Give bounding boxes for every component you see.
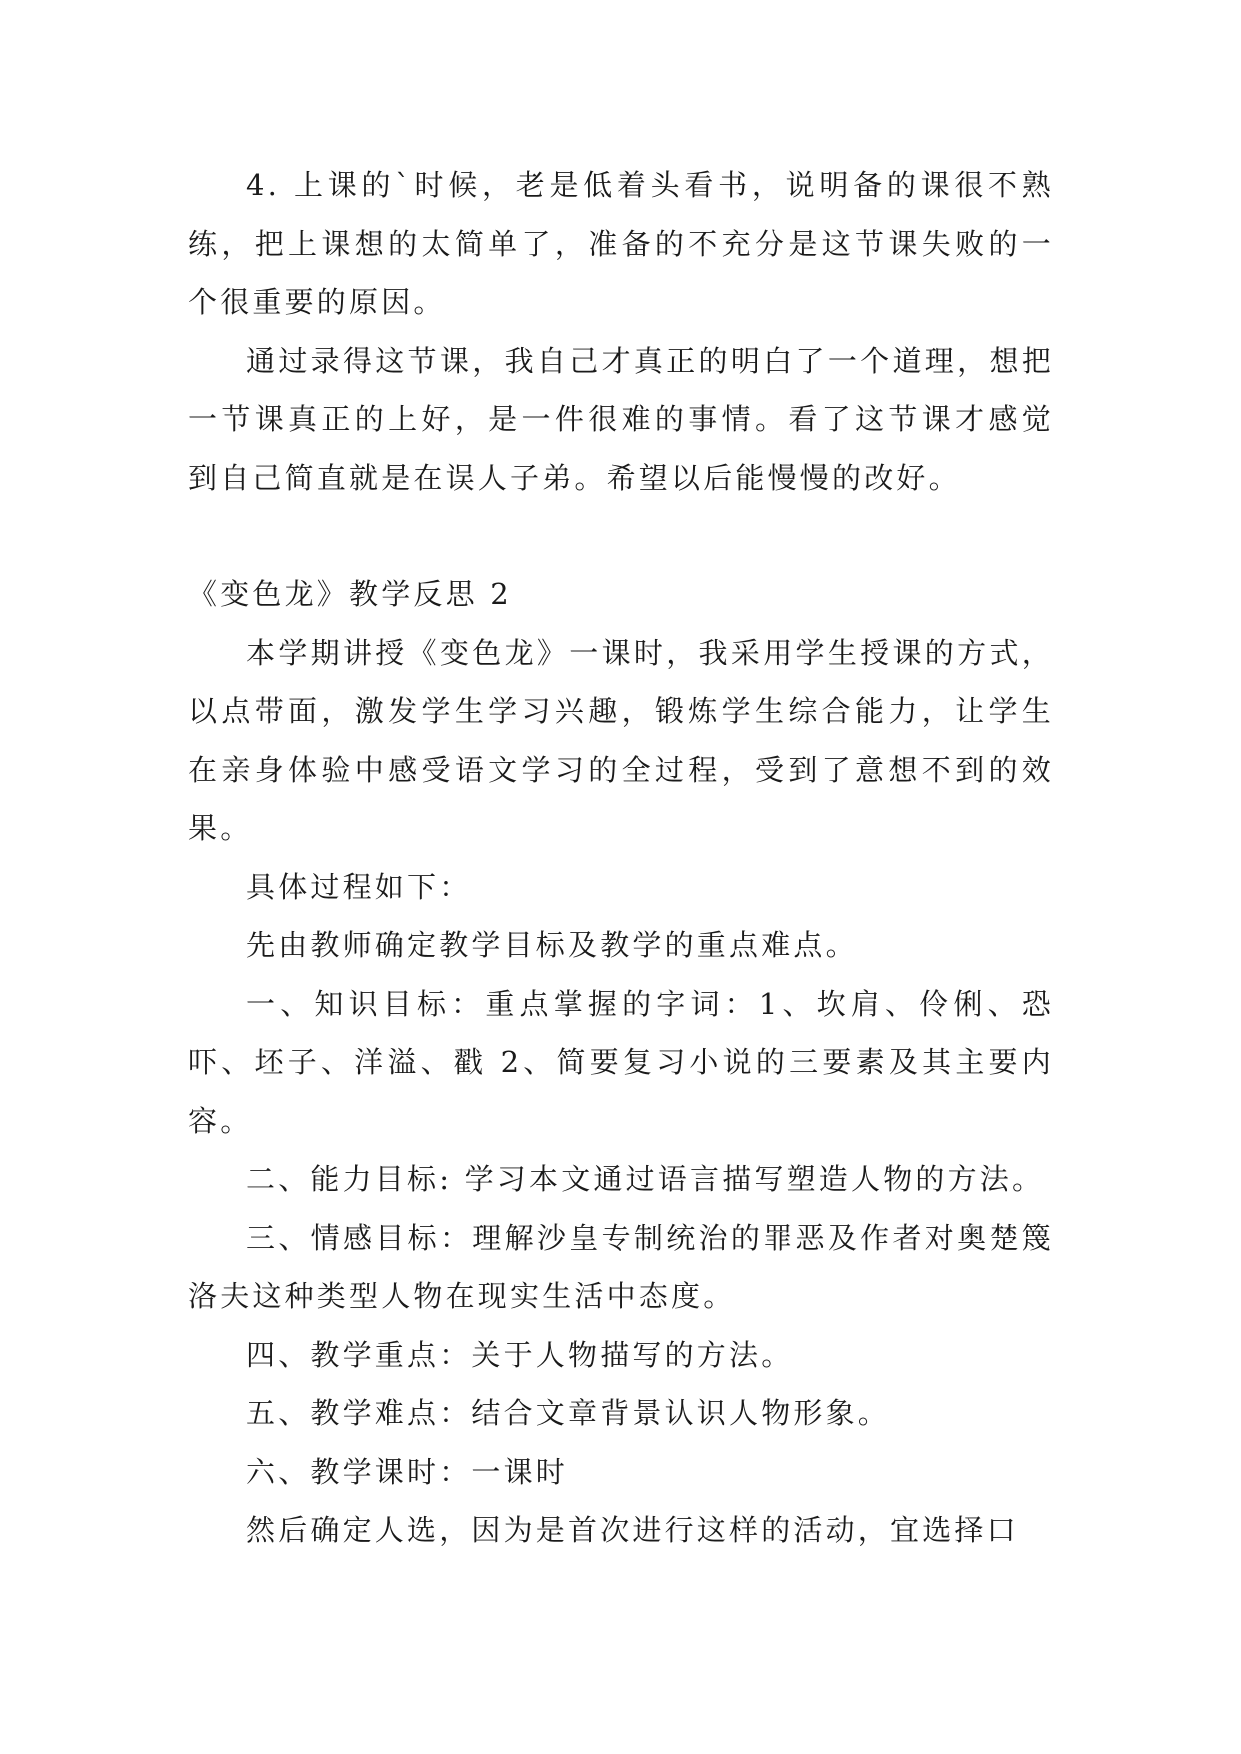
paragraph: 本学期讲授《变色龙》一课时，我采用学生授课的方式，以点带面，激发学生学习兴趣，锻炼学生综合能力，让学生在亲身体验中感受语文学习的全过程，受到了意想不到的效果。 <box>188 635 1054 845</box>
paragraph: 六、教学课时：一课时 <box>246 1454 569 1489</box>
paragraph: 一、知识目标：重点掌握的字词：1、坎肩、伶俐、恐吓、坯子、洋溢、戳 2、简要复习小说的三要素及其主要内容。 <box>188 986 1054 1138</box>
paragraph: 四、教学重点：关于人物描写的方法。 <box>246 1337 794 1372</box>
paragraph: 五、教学难点：结合文章背景认识人物形象。 <box>246 1396 891 1430</box>
paragraph: 具体过程如下： <box>246 869 472 904</box>
paragraph: 二、能力目标: 学习本文通过语言描写塑造人物的方法。 <box>246 1162 1045 1196</box>
document-body <box>188 156 1054 1560</box>
paragraph: 通过录得这节课，我自己才真正的明白了一个道理，想把一节课真正的上好，是一件很难的事情。看了这节课才感觉到自己简直就是在误人子弟。希望以后能慢慢的改好。 <box>188 343 1054 495</box>
section-title: 《变色龙》教学反思 2 <box>188 577 512 611</box>
paragraph: 先由教师确定教学目标及教学的重点难点。 <box>246 928 858 962</box>
paragraph: 4. 上课的`时候，老是低着头看书，说明备的课很不熟练，把上课想的太简单了，准备的不充分是这节课失败的一个很重要的原因。 <box>188 168 1054 319</box>
paragraph: 三、情感目标：理解沙皇专制统治的罪恶及作者对奥楚篾洛夫这种类型人物在现实生活中态度。 <box>188 1220 1054 1313</box>
paragraph: 然后确定人选，因为是首次进行这样的活动，宜选择口 <box>246 1513 1019 1547</box>
